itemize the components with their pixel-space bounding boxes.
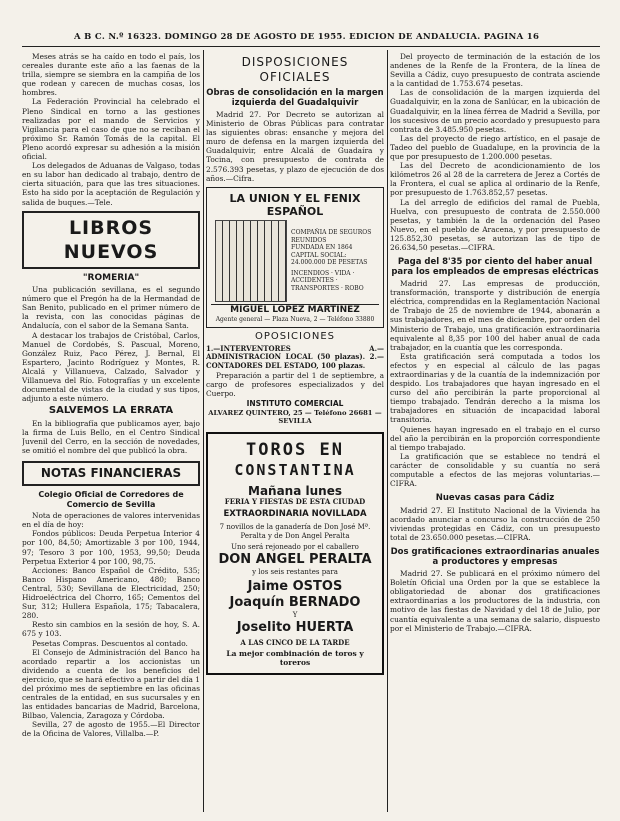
ad-line5: CAPITAL SOCIAL: 24.000.000 DE PESETAS [291,251,368,267]
salvemos-heading: SALVEMOS LA ERRATA [48,405,174,417]
colegio-heading: Colegio Oficial de Corredores de Comercio de Sevilla [38,490,184,509]
column-divider-2 [387,50,388,812]
toros-y: Y [292,611,298,620]
toros-novillero-1: Jaime OSTOS [247,579,343,595]
toros-title2: CONSTANTINA [234,460,356,479]
ad-line6: INCENDIOS · VIDA · ACCIDENTES · TRANSPORTES · ROBO [291,269,364,292]
instituto-address: ALVAREZ QUINTERO, 25 — Teléfono 26681 — SEVILLA [208,408,382,426]
ad-body [211,220,379,302]
toros-rejoneador: DON ANGEL PERALTA [218,551,372,567]
paragraph: Acciones: Banco Español de Crédito, 535; Banco Hispano Americano, 480; Banco Central, 530; Sevillana de Electricidad, 250; Hidroeléctrica del Chorro, 165; Cementos del Sur, 312; Hullera Española, 175; Tabacalera, 280. [22,565,200,621]
instituto-name: INSTITUTO COMERCIAL [246,398,344,408]
paragraph: El Consejo de Administración del Banco ha acordado repartir a los accionistas un dividendo a cuenta de los beneficios del ejercicio, que se hará efectivo a partir del día 1 del próximo mes de septiembre en las oficinas centrales de la entidad, en sus sucursales y en las entidades bancarias de Madrid, Barcelona, Bilbao, Valencia, Zaragoza y Córdoba. [22,647,200,721]
paragraph: La Federación Provincial ha celebrado el Pleno Sindical en torno a las gestiones realizadas por el mando de Servicios y Vigilancia para el caso de que no se reciban el próximo Sr. Ramón Tomás de la capital. El Pleno acordó expresar su adhesión a la misión oficial. [22,97,200,162]
paga-heading: Paga del 8'35 por ciento del haber anual para los empleados de empresas eléctricas [391,257,599,278]
paragraph: Madrid 27. Por Decreto se autorizan al Ministerio de Obras Públicas para contratar las siguientes obras: ensanche y mejora del muro de defensa en la margen izquierda del Guadalquivir, entre Alcalá de Guadaíra y Tocina, con presupuesto de contrata de 2.576.393 pesetas, y plazo de ejecución de dos años.—Cifra. [206,110,384,183]
libros-nuevos-heading: LIBROS NUEVOS [22,211,200,269]
paragraph: Las de consolidación de la margen izquierda del Guadalquivir, en la zona de Sanlúcar, en la ubicación de Guadalquivir, en la línea férrea de Madrid a Sevilla, por los sucesivos de un precio acordado y presupuesto para contrata de 3.485.950 pesetas. [390,88,600,134]
oposiciones-heading: OPOSICIONES [254,331,336,343]
page-header: A B C. N.º 16323. DOMINGO 28 DE AGOSTO DE 1955. EDICION DE ANDALUCIA. PAGINA 16 [74,32,540,42]
toros-novillero-3: Joselito HUERTA [236,619,354,635]
column-2 [206,52,384,812]
column-3 [390,52,600,812]
nuevas-casas-heading: Nuevas casas para Cádiz [435,493,555,504]
paragraph: Fondos públicos: Deuda Perpetua Interior 4 por 100, 84,50; Amortizable 3 por 100, 1944, 97; Tesoro 3 por 100, 1953, 99,50; Deuda Perpetua Exterior 4 por 100, 98,75. [22,529,200,566]
ad-line4: FUNDADA EN 1864 [291,244,353,252]
paragraph: Del proyecto de terminación de la estación de los andenes de la Renfe de la Frontera, de la línea de Sevilla a Cádiz, cuyo presupuesto de contrata asciende a la cantidad de 1.753.674 pesetas. [390,52,600,89]
ad-agent: MIGUEL LOPEZ MARTINEZ [211,304,379,316]
paragraph: Preparación a partir del 1 de septiembre, a cargo de profesores especializados y del Cuerpo. [206,370,384,398]
toros-hora: A LAS CINCO DE LA TARDE [240,637,350,647]
paragraph: Esta gratificación será computada a todos los efectos y en especial al cálculo de las pagas extraordinarias y de la cuantía de la indemnización por despido. Los trabajadores que hayan ingresado en el curso del año percibirán la parte proporcional al tiempo trabajado. Tendrán derecho a la misma los trabajadores en situación de incapacidad laboral transitoria. [390,351,600,425]
toros-ferias: FERIA Y FIESTAS DE ESTA CIUDAD [224,496,366,506]
toros-constantina-ad [206,432,384,676]
paragraph: A destacar los trabajos de Cristóbal, Carlos, Manuel de Cordobés, S. Pascual, Moreno, González Ruiz, Paco Pérez, J. Bernal, El Espartero, Jacinto Rodríguez y Montes, R. Alcalá y Villanueva, Calzado, Salvador y Villanueva del Río. Fotografías y un excelente documental de vistas de la ciudad y sus tipos, adjunto a este número. [22,330,200,404]
paragraph: Los delegados de Aduanas de Valgaso, todas en su labor han dedicado al trabajo, dentro de cierta situación, para que las tres situaciones. Esto ha sido por la aceptación de Regulación y salida de buques.—Tele. [22,161,200,207]
header-rule [22,46,600,47]
paragraph: Las del proyecto de riego artístico, en el pasaje de Tadeo del pueblo de Guadalupe, en la provincia de la que por presupuesto de 1.200.000 pesetas. [390,133,600,162]
paragraph: En la bibliografía que publicamos ayer, bajo la firma de Luis Bello, en el Centro Sindical Juvenil del Cerro, en la sección de novedades, se omitió el nombre del que publicó la obra. [22,418,200,456]
paragraph: Quienes hayan ingresado en el trabajo en el curso del año la percibirán en la proporción correspondiente al tiempo trabajado. [390,424,600,452]
toros-title1: TOROS EN [246,439,344,460]
toros-extra: EXTRAORDINARIA NOVILLADA [223,509,367,520]
paragraph: Resto sin cambios en la sesión de hoy, S. A. 675 y 103. [22,620,200,639]
building-illustration [215,220,287,302]
toros-reses: 7 novillos de la ganadería de Don José Mª. Peralta y de Don Angel Peralta [219,523,371,540]
column-1 [22,52,200,812]
paragraph: Sevilla, 27 de agosto de 1955.—El Director de la Oficina de Valores, Villalba.—P. [22,720,200,739]
toros-uno: Uno será rejoneado por el caballero [231,543,359,552]
paragraph: La del arreglo de edificios del ramal de Puebla, Huelva, con presupuesto de contrata de 2.550.000 pesetas, y también la de la ordenación del Paseo Nuevo, en el pueblo de Aracena, y por presupuesto de 125.852,30 pesetas, se autorizan las de tipo de 26.634,50 pesetas.—CIFRA. [390,197,600,252]
paragraph: Meses atrás se ha caído en todo el país, los cereales durante este año a las faenas de la trilla, siempre se siembra en la campiña de los que rodean y carecen de muchas cosas, los hombres. [22,52,200,98]
paragraph: Nota de operaciones de valores intervenidas en el día de hoy: [22,511,200,530]
paragraph: Madrid 27. El Instituto Nacional de la Vivienda ha acordado anunciar a concurso la construcción de 250 viviendas protegidas en Cádiz, con un presupuesto total de 23.650.000 pesetas.—CIFRA. [390,505,600,542]
romeria-heading: "ROMERIA" [82,272,140,283]
paragraph: Una publicación sevillana, es el segundo número que el Pregón ha de la Hermandad de San Benito, publicado en el primer número de la revista, con las conocidas páginas de Andalucía, con el sabor de la Semana Santa. [22,285,200,331]
union-fenix-ad [206,187,384,329]
toros-novillero-2: Joaquín BERNADO [229,595,361,611]
toros-manana: Mañana lunes [248,483,342,498]
notas-financieras-heading: NOTAS FINANCIERAS [22,461,200,486]
toros-tagline: La mejor combinación de toros y toreros [226,649,364,667]
ad-details [291,229,375,292]
paragraph: La gratificación que se establece no tendrá el carácter de consolidable y su cuantía no será computable a efectos de las mejoras voluntarias.—CIFRA. [390,451,600,489]
paragraph: Las del Decreto de acondicionamiento de los kilómetros 26 al 28 de la carretera de Jerez a Cortés de la Frontera, el cual se aplica al ordinario de la Renfe, por presupuesto de 1.763.852,57 pesetas. [390,161,600,198]
ad-line2: ESPAÑOL [266,204,324,218]
paragraph: Pesetas Compras. Descuentos al contado. [32,638,188,648]
obras-heading: Obras de consolidación en la margen izquierda del Guadalquivir [206,88,384,108]
disposiciones-heading: DISPOSICIONES OFICIALES [241,55,349,84]
gratificaciones-heading: Dos gratificaciones extraordinarias anuales a productores y empresas [390,547,600,568]
column-divider-1 [203,50,204,812]
paragraph: Madrid 27. Las empresas de producción, transformación, transporte y distribución de energía eléctrica, comprendidas en la Reglamentación Nacional de Trabajo de 25 de noviembre de 1944, abonarán a sus trabajadores, en el mes de diciembre, por orden del Ministerio de Trabajo, una gratificación extraordinaria equivalente al 8,35 por 100 del haber anual de cada trabajador, en la cuantía que les corresponda. [390,279,600,352]
oposiciones-list: 1.—INTERVENTORES A.— ADMINISTRACION LOCAL (50 plazas). 2.—CONTADORES DEL ESTADO, 100 plazas. [206,343,384,370]
paragraph: Madrid 27. Se publicará en el próximo número del Boletín Oficial una Orden por la que se establece la obligatoriedad de abonar dos gratificaciones extraordinarias a los productores de la industria, con motivo de las fiestas de Navidad y del 18 de Julio, por cuantía equivalente a una semana de salario, dispuesto por el Ministerio de Trabajo.—CIFRA. [390,569,600,633]
ad-line1: LA UNION Y EL FENIX [229,191,361,205]
ad-line3: COMPAÑIA DE SEGUROS REUNIDOS [291,229,372,244]
ad-agent-sub: Agente general — Plaza Nueva, 2 — Teléfono 33880 [215,315,375,323]
toros-nov: y los seis restantes para [252,567,338,576]
